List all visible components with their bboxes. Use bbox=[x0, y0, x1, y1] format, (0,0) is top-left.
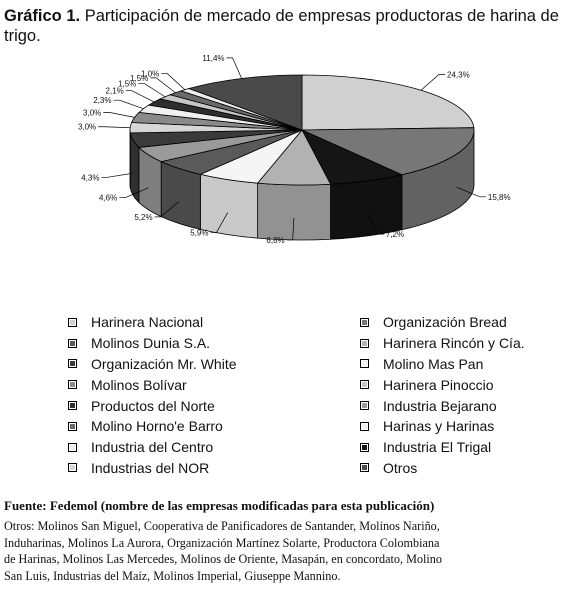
others-note-line: Otros: Molinos San Miguel, Cooperativa de Panificadores de Santander, Molinos Nariño, bbox=[4, 519, 440, 533]
value-label-7: 4,3% bbox=[81, 173, 100, 183]
pie-tops bbox=[130, 75, 474, 185]
legend-label: Harinera Nacional bbox=[91, 314, 204, 331]
legend-swatch bbox=[360, 380, 369, 389]
value-label-1: 15,8% bbox=[487, 192, 511, 202]
legend-label: Harinas y Harinas bbox=[383, 418, 495, 435]
legend-item bbox=[68, 437, 308, 458]
legend-label: Organización Mr. White bbox=[91, 355, 237, 372]
value-label-4: 5,9% bbox=[190, 228, 209, 238]
others-note-line: San Luis, Industrias del Maíz, Molinos Imperial, Giuseppe Mannino. bbox=[4, 568, 341, 583]
value-label-10: 2,3% bbox=[93, 96, 112, 106]
legend-swatch bbox=[360, 463, 369, 472]
value-label-8: 3,0% bbox=[77, 122, 97, 132]
legend-item bbox=[360, 312, 570, 333]
legend-label: Molinos Dunia S.A. bbox=[91, 335, 211, 352]
value-label-11: 2,1% bbox=[105, 86, 124, 96]
value-label-5: 5,2% bbox=[134, 212, 153, 222]
legend-label: Otros bbox=[383, 459, 418, 476]
legend-label: Industrias del NOR bbox=[91, 459, 210, 476]
pie-slice-0 bbox=[302, 75, 474, 130]
others-note-line: de Harinas, Molinos Las Mercedes, Molinos de Oriente, Masapán, en concordato, Molino bbox=[4, 552, 442, 567]
legend-label: Molino Mas Pan bbox=[383, 355, 484, 372]
pie-side-4 bbox=[200, 174, 257, 238]
legend-swatch bbox=[68, 422, 77, 431]
legend-swatch bbox=[360, 359, 369, 368]
legend-item bbox=[360, 458, 570, 479]
legend-label: Harinera Rincón y Cía. bbox=[383, 335, 525, 352]
legend-item bbox=[360, 333, 570, 354]
value-label-13: 1,5% bbox=[130, 73, 149, 83]
legend-item bbox=[68, 354, 308, 375]
leader-line-15 bbox=[227, 58, 242, 79]
legend-swatch bbox=[360, 422, 369, 431]
legend-label: Molino Horno'e Barro bbox=[91, 418, 223, 435]
pie-chart bbox=[0, 50, 570, 295]
legend-label: Molinos Bolívar bbox=[91, 376, 187, 393]
leader-line-13 bbox=[150, 78, 175, 93]
legend-label: Productos del Norte bbox=[91, 397, 215, 414]
legend-swatch bbox=[68, 401, 77, 410]
legend-swatch bbox=[68, 380, 77, 389]
legend-label: Industria El Trigal bbox=[383, 439, 492, 456]
legend-swatch bbox=[360, 443, 369, 452]
legend-item bbox=[68, 312, 308, 333]
chart-title bbox=[4, 6, 564, 46]
legend-swatch bbox=[360, 318, 369, 327]
value-label-9: 3,0% bbox=[83, 108, 102, 118]
legend-item bbox=[68, 333, 308, 354]
legend-item bbox=[68, 458, 308, 479]
leader-line-10 bbox=[113, 100, 143, 109]
legend-label: Organización Bread bbox=[383, 314, 507, 331]
value-label-2: 7,2% bbox=[385, 230, 405, 240]
leader-line-11 bbox=[126, 91, 154, 102]
value-label-6: 4,6% bbox=[98, 193, 118, 203]
legend-swatch bbox=[68, 318, 77, 327]
value-label-15: 11,4% bbox=[202, 53, 225, 63]
legend bbox=[68, 312, 548, 482]
others-note-line: Induharinas, Molinos La Aurora, Organización Martínez Solarte, Productora Colombiana bbox=[4, 535, 440, 550]
legend-label: Harinera Pinoccio bbox=[383, 376, 494, 393]
legend-item bbox=[68, 374, 308, 395]
value-label-3: 6,8% bbox=[266, 235, 285, 245]
legend-column-left bbox=[68, 312, 308, 478]
legend-item bbox=[360, 354, 570, 375]
chart-title-prefix: Gráfico 1. bbox=[4, 7, 81, 25]
pie-side-3 bbox=[258, 183, 331, 240]
value-label-0: 24,3% bbox=[447, 70, 470, 80]
legend-item bbox=[68, 395, 308, 416]
legend-item bbox=[360, 437, 570, 458]
value-label-14: 1,0% bbox=[141, 69, 160, 79]
legend-swatch bbox=[360, 339, 369, 348]
leader-line-7 bbox=[101, 173, 133, 177]
legend-swatch bbox=[68, 443, 77, 452]
chart-title-text: Participación de mercado de empresas productoras de harina de trigo. bbox=[4, 7, 559, 45]
legend-item bbox=[68, 416, 308, 437]
leader-line-8 bbox=[98, 127, 130, 128]
others-note bbox=[4, 518, 564, 584]
leader-line-14 bbox=[161, 74, 185, 90]
legend-item bbox=[360, 374, 570, 395]
legend-swatch bbox=[68, 359, 77, 368]
legend-column-right bbox=[360, 312, 570, 478]
legend-swatch bbox=[360, 401, 369, 410]
legend-label: Industria Bejarano bbox=[383, 397, 497, 414]
leader-line-0 bbox=[421, 74, 445, 90]
legend-label: Industria del Centro bbox=[91, 439, 214, 456]
value-label-12: 1,5% bbox=[118, 79, 137, 89]
legend-item bbox=[360, 395, 570, 416]
leader-line-9 bbox=[103, 112, 134, 117]
legend-swatch bbox=[68, 339, 77, 348]
source-note: Fuente: Fedemol (nombre de las empresas modificadas para esta publicación) bbox=[4, 498, 435, 513]
leader-line-12 bbox=[138, 83, 165, 96]
legend-item bbox=[360, 416, 570, 437]
legend-swatch bbox=[68, 463, 77, 472]
